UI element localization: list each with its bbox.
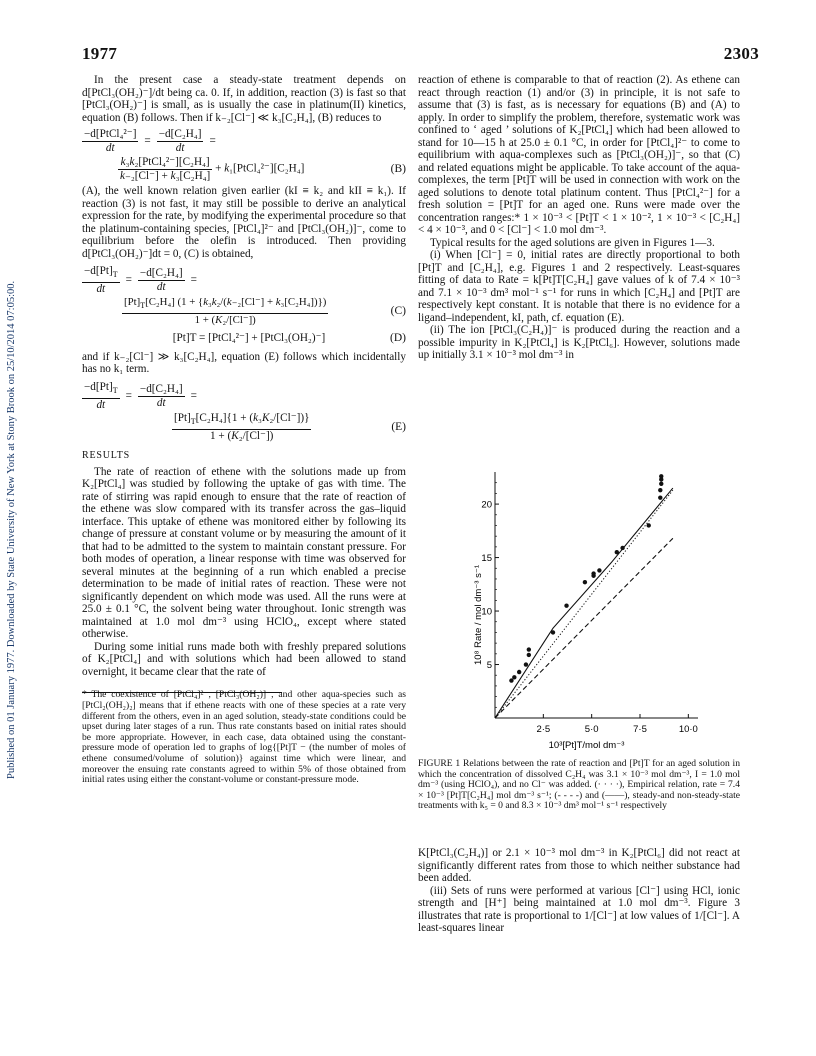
- equation-fraction: $\frac{\text{k₃k₂[PtCl₄²⁻][C₂H₄]}}{\text{k₋₂[Cl⁻] + k₃[C₂H₄]}}$: [120, 156, 211, 182]
- data-point: [620, 546, 624, 550]
- figure-1: [470, 466, 705, 756]
- equation-number: (E): [391, 420, 406, 433]
- journal-year: 1977: [82, 44, 118, 63]
- data-point: [551, 630, 555, 634]
- section-heading: RESULTS: [82, 450, 131, 462]
- footnote: * The coexistence of [PtCl₄]²⁻, [PtCl₃(OH₂)]⁻, and other aqua-species such as [PtCl₂(OH₂)₂] means that if ethene reacts with one of these species at a rate very different from the others, even in an aged solution, steady-state conditions could be upset during later stages of a run. Thus rate constants based on initial rates should be more appropriate. However, in each case, data obtained using the constant-pressure mode of operation led to graphs of log{[Pt]T − (the number of moles of ethene consumed/volume of solution)} against time which were linear, and moreover the ensuing rate constants agreed to within 5% of those obtained from initial rates using either the constant-volume or constant-pressure mode.: [82, 689, 406, 786]
- equation-fraction: $\frac{\text{−d[PtCl₄²⁻]}}{dt}$: [84, 128, 137, 154]
- equation-fraction: $\frac{-d[Pt]_T}{dt}$: [84, 380, 118, 411]
- x-tick-label: 7·5: [633, 724, 647, 735]
- paragraph: During some initial runs made both with freshly prepared solutions of K₂[PtCl₄] and with solutions which had been allowed to stand overnight, it became clear that the rate of: [82, 640, 406, 678]
- equation-fraction: $\frac{[Pt]_T[C_2H_4] (1 + \{k_3k_2/(k_{-2}[Cl^-] + k_3[C_2H_4])\})}{\text{1 + (K₂/[Cl⁻])}}$: [124, 296, 327, 326]
- x-tick-label: 2·5: [536, 724, 551, 735]
- equation-block: $\frac{\text{−d[PtCl₄²⁻]}}{dt}$ = $\frac{\text{−d[C₂H₄]}}{dt}$ = $\frac{\text{k₃k₂[PtCl₄²⁻][C₂H₄]}}{\text{k₋₂[Cl⁻] + k₃[C₂H₄]}}$ + k₁[PtCl₄²⁻][C₂H₄] (B): [84, 128, 406, 182]
- y-tick-label: 15: [481, 553, 492, 565]
- equation-fraction: $\frac{-d[Pt]_T}{dt}$: [84, 265, 118, 295]
- paragraph: The rate of reaction of ethene with the solutions made up from K₂[PtCl₄] was studied by following the uptake of gas with time. The rate of stirring was rapid enough to ensure that the rate of reaction of the ethene was slow compared with its transfer across the gas–liquid interface. This uptake of ethene was monitored either by following its change of pressure at constant volume or by measuring the amount of it that had to be admitted to the system to maintain constant pressure. For both modes of operation, a linear response with time was observed for several minutes at the beginning of a run which enabled a precise determination to be made of initial rates of reaction. These were not significantly dependent on which mode was used. All the runs were at 25.0 ± 0.1 °C, the solvent being water throughout. Ionic strength was maintained at 1.0 mol dm⁻³ using HClO₄, except where stated otherwise.: [82, 465, 406, 641]
- x-axis-label: 10³[Pt]T/mol dm⁻³: [548, 740, 625, 751]
- equation-block: $\frac{-d[Pt]_T}{dt}$ = $\frac{\text{−d[C₂H₄]}}{dt}$ = $\frac{[Pt]_T[C_2H_4]\{1 + (k_3K_2/[Cl^-])\}}{\text{1 + (K₂/[Cl⁻])}}$ (E): [84, 380, 406, 442]
- paragraph: (A), the well known relation given earlier (kI ≡ k₂ and kII ≡ k₁). If reaction (3) is not fast, it may still be possible to derive an analytical expression for the rate, by modifying the experimental procedure so that the platinum-containing species, [PtCl₄]²⁻ and [PtCl₃(OH₂)]⁻, come to equilibrium before the olefin is introduced. Then providing d[PtCl₃(OH₂)⁻]dt = 0, (C) is obtained,: [82, 185, 406, 260]
- equation-number: (C): [390, 305, 406, 318]
- left-column: [82, 74, 406, 786]
- data-point: [659, 482, 663, 486]
- data-point: [597, 568, 601, 572]
- x-tick-label: 5·0: [584, 724, 599, 735]
- equation-fraction: $\frac{\text{−d[C₂H₄]}}{dt}$: [158, 128, 202, 154]
- data-point: [591, 571, 595, 575]
- data-point: [615, 550, 619, 554]
- data-point: [527, 653, 531, 657]
- y-tick-label: 10: [481, 606, 492, 618]
- data-point: [658, 488, 662, 492]
- paragraph: K[PtCl₃(C₂H₄)] or 2.1 × 10⁻³ mol dm⁻³ in K₂[PtCl₆] did not react at significantly different rates from those to which neither substance had been added.: [418, 847, 740, 884]
- paragraph: reaction of ethene is comparable to that of reaction (2). As ethene can react through reaction (1) and/or (3) in principle, it is not safe to assume that (3) is fast, as is necessary for equations (B) and (A) to apply. In order to simplify the problem, therefore, systematic work was confined to ‘ aged ’ solutions of K₂[PtCl₄] which had been allowed to stand for 10—15 h at 25.0 ± 0.1 °C, in order for [PtCl₄]²⁻ to come to equilibrium with aqua-complexes such as [PtCl₃(OH₂)]⁻, so that (C) and related equations might be applicable. To take account of the aqua-complexes, the term [Pt]T will be used in connection with work on the aged solutions to denote total platinum content. Thus [PtCl₄²⁻] for a fresh solution = [Pt]T for an aged one. Runs were made over the concentration ranges:* 1 × 10⁻³ < [Pt]T < 1 × 10⁻², 1 × 10⁻³ < [C₂H₄] < 4 × 10⁻³, and 0 < [Cl⁻] < 1.0 mol dm⁻³.: [418, 74, 740, 236]
- paragraph: (i) When [Cl⁻] = 0, initial rates are directly proportional to both [Pt]T and [C₂H₄], e.g. Figures 1 and 2 respectively. Least-squares fitting of data to Rate = k[Pt]T[C₂H₄] gave values of k of 7.4 × 10⁻³ and 7.1 × 10⁻³ dm³ mol⁻¹ s⁻¹ for runs in which [C₂H₄] and [Pt]T are respectively kept constant. It is notable that there is no evidence for a ligand–independent, kI, path, cf. equation (E).: [418, 249, 740, 324]
- equation-fraction: $\frac{\text{−d[C₂H₄]}}{dt}$: [139, 267, 183, 293]
- page-number: 2303: [723, 44, 759, 63]
- data-point: [583, 580, 587, 584]
- download-notice[interactable]: Published on 01 January 1977. Downloaded by State University of New York at Stony Brook on 25/10/2014 07:05:00.: [6, 280, 17, 780]
- paragraph: Typical results for the aged solutions are given in Figures 1—3.: [430, 236, 715, 249]
- equation-fraction: $\frac{[Pt]_T[C_2H_4]\{1 + (k_3K_2/[Cl^-])\}}{\text{1 + (K₂/[Cl⁻])}}$: [174, 412, 310, 442]
- figure-caption: FIGURE 1 Relations between the rate of reaction and [Pt]T for an aged solution in which the concentration of dissolved C₂H₄ was 3.1 × 10⁻³ mol dm⁻³, I = 1.0 mol dm⁻³ (using HClO₄), and no Cl⁻ was added. (· · · ·), Empirical relation, rate = 7.4 × 10⁻³ [Pt]T[C₂H₄] mol dm⁻³ s⁻¹; (- - - -) and (——), steady-and non-steady-state treatments with k₅ = 0 and 8.3 × 10⁻³ dm³ mol⁻¹ s⁻¹ respectively: [418, 758, 740, 812]
- data-point: [647, 523, 651, 527]
- equation-number: (D): [390, 332, 406, 345]
- series-line-steady-state: [495, 538, 673, 718]
- y-axis-label: 10⁸ Rate / mol dm⁻³ s⁻¹: [473, 564, 484, 666]
- equation-fraction: $\frac{\text{−d[C₂H₄]}}{dt}$: [139, 383, 183, 409]
- paragraph: and if k₋₂[Cl⁻] ≫ k₃[C₂H₄], equation (E) follows which incidentally has no k₁ term.: [82, 350, 406, 376]
- equation-number: (B): [390, 162, 406, 175]
- series-line-empirical: [495, 490, 673, 718]
- right-column: [418, 74, 740, 362]
- data-point: [659, 474, 663, 478]
- data-point: [517, 670, 521, 674]
- y-tick-label: 5: [486, 660, 492, 672]
- data-point: [524, 662, 528, 666]
- x-tick-label: 10·0: [678, 724, 698, 735]
- right-column-continued: [418, 847, 740, 935]
- series-line-non-steady-state: [495, 488, 673, 718]
- data-point: [564, 603, 568, 607]
- equation-block: $\frac{-d[Pt]_T}{dt}$ = $\frac{\text{−d[C₂H₄]}}{dt}$ = $\frac{[Pt]_T[C_2H_4] (1 + \{k_3k_2/(k_{-2}[Cl^-] + k_3[C_2H_4])\})}{\text{1 + (K₂/[Cl⁻])}}$ (C): [84, 265, 406, 326]
- data-point: [658, 495, 662, 499]
- data-point: [512, 675, 516, 679]
- paragraph: In the present case a steady-state treatment depends on d[PtCl₃(OH₂)⁻]/dt being ca. 0. If, in addition, reaction (3) is fast so that [PtCl₃(OH₂)⁻] is small, as is usually the case in platinum(II) kinetics, equation (B) follows. Then if k₋₂[Cl⁻] ≪ k₃[C₂H₄], (B) reduces to: [82, 74, 406, 124]
- data-point: [527, 647, 531, 651]
- figure-1-chart: [470, 466, 705, 756]
- paragraph: (ii) The ion [PtCl₃(C₂H₄)]⁻ is produced during the reaction and a possible impurity in K₂[PtCl₄] is K₂[PtCl₆]. However, solutions made up initially 3.1 × 10⁻³ mol dm⁻³ in: [418, 324, 740, 361]
- paragraph: (iii) Sets of runs were performed at various [Cl⁻] using HCl, ionic strength and [H⁺] being maintained at 1.0 mol dm⁻³. Figure 3 illustrates that rate is proportional to 1/[Cl⁻] at low values of 1/[Cl⁻]. A least-squares linear: [418, 884, 740, 934]
- equation-d: [Pt]T = [PtCl₄²⁻] + [PtCl₃(OH₂)⁻]: [172, 332, 326, 345]
- y-tick-label: 20: [481, 499, 492, 511]
